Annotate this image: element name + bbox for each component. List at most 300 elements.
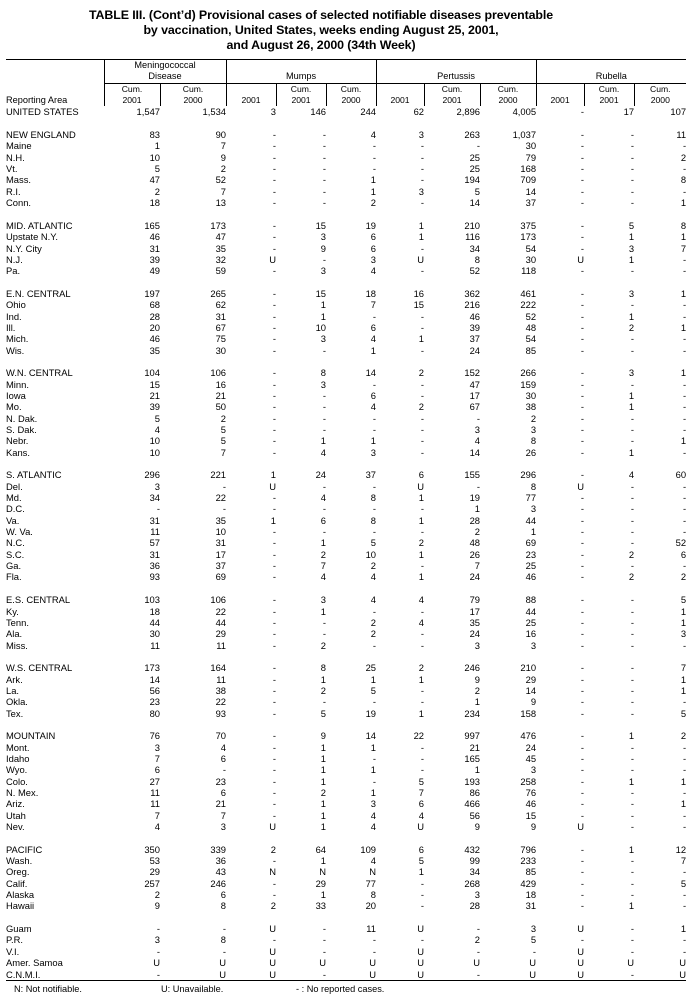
row-cell: 17 — [215, 548, 227, 560]
table-row — [6, 753, 686, 764]
table-row — [6, 469, 686, 480]
row-cell: 54 — [525, 333, 537, 345]
row-cell: 1 — [320, 809, 327, 821]
row-cell: 1 — [628, 730, 635, 742]
row-cell: 29 — [525, 673, 537, 685]
row-cell: 2 — [370, 560, 377, 572]
row-cell: - — [630, 752, 635, 764]
row-cell: 2 — [270, 900, 277, 912]
row-cell: 1 — [680, 435, 686, 447]
row-cell: 25 — [525, 560, 537, 572]
row-cell: 222 — [520, 299, 537, 311]
row-cell: - — [272, 503, 277, 515]
row-cell: 9 — [220, 151, 227, 163]
table-row — [6, 594, 686, 605]
row-cell: 1 — [370, 741, 377, 753]
row-cell: 997 — [464, 730, 481, 742]
table-row — [6, 889, 686, 900]
row-cell: 1 — [320, 775, 327, 787]
row-cell: - — [420, 321, 425, 333]
row-cell: 7 — [680, 855, 686, 867]
row-cell: 7 — [220, 185, 227, 197]
row-cell: 5 — [680, 594, 686, 606]
row-cell: - — [272, 798, 277, 810]
row-cell: 709 — [520, 174, 537, 186]
row-cell: 30 — [525, 140, 537, 152]
row-cell: - — [630, 821, 635, 833]
row-cell: 1 — [320, 821, 327, 833]
row-cell: - — [630, 526, 635, 538]
table-row — [6, 969, 686, 981]
row-cell: 52 — [675, 537, 686, 549]
row-cell: 19 — [365, 219, 377, 231]
row-cell: 1 — [320, 855, 327, 867]
row-cell: 1 — [320, 310, 327, 322]
table-row — [6, 186, 686, 197]
table-row — [6, 742, 686, 753]
row-cell: 7 — [154, 752, 160, 764]
row-cell: - — [580, 616, 585, 628]
row-cell: - — [630, 265, 635, 277]
row-cell: - — [682, 821, 686, 833]
row-cell: 35 — [215, 514, 227, 526]
row-cell: 46 — [469, 310, 481, 322]
row-cell: - — [272, 231, 277, 243]
row-cell: U — [417, 923, 425, 935]
table-row — [6, 481, 686, 492]
row-cell: U — [577, 945, 585, 957]
row-cell: - — [420, 605, 425, 617]
row-cell: U — [480, 969, 536, 981]
row-cell: - — [630, 945, 635, 957]
row-cell: - — [682, 389, 686, 401]
row-cell: 34 — [469, 242, 481, 254]
row-spacer — [6, 277, 686, 288]
row-area-label: Minn. — [6, 378, 29, 390]
row-cell: - — [630, 174, 635, 186]
row-cell: 1 — [628, 253, 635, 265]
row-cell: 7 — [418, 787, 425, 798]
table-row — [6, 503, 686, 514]
row-cell: - — [322, 480, 327, 492]
row-cell: 37 — [365, 469, 377, 481]
row-cell: - — [420, 741, 425, 753]
col-header-reporting-area: Reporting Area — [6, 95, 68, 106]
table-row — [6, 798, 686, 809]
row-cell: - — [580, 231, 585, 243]
row-cell: - — [682, 514, 686, 526]
row-area-label: Del. — [6, 480, 23, 492]
row-cell: 57 — [149, 537, 160, 549]
row-cell: - — [580, 401, 585, 413]
row-cell: - — [682, 185, 686, 197]
row-cell: 2 — [628, 321, 635, 333]
row-cell: 1 — [680, 616, 686, 628]
row-cell: 257 — [144, 877, 160, 889]
table-row — [6, 708, 686, 719]
table-row — [6, 640, 686, 651]
row-cell: 62 — [215, 299, 227, 311]
row-cell: - — [630, 129, 635, 141]
row-cell: - — [272, 151, 277, 163]
row-cell: 21 — [149, 389, 160, 401]
row-cell: - — [156, 503, 160, 515]
row-cell: - — [682, 140, 686, 152]
row-cell: 104 — [144, 367, 160, 379]
row-cell: 2 — [418, 537, 425, 549]
row-cell: - — [630, 424, 635, 435]
row-cell: - — [272, 344, 277, 356]
row-cell: - — [420, 877, 425, 889]
row-cell: 3 — [530, 923, 537, 935]
row-cell: 1 — [320, 299, 327, 311]
row-cell: 16 — [525, 628, 537, 640]
row-cell: - — [476, 140, 481, 152]
row-area-label: W.N. CENTRAL — [6, 367, 73, 379]
row-cell: 1 — [418, 866, 425, 878]
row-cell: - — [630, 537, 635, 549]
col-header-mumps-2001: 2001 — [226, 83, 276, 106]
row-cell: - — [476, 412, 481, 424]
row-cell: - — [222, 503, 227, 515]
row-cell: 31 — [149, 514, 160, 526]
row-cell: 4 — [370, 265, 377, 277]
row-area-label: N.J. — [6, 253, 23, 265]
row-cell: 6 — [220, 787, 227, 798]
row-cell: U — [319, 957, 327, 969]
row-cell: 210 — [464, 219, 481, 231]
row-area-label: Upstate N.Y. — [6, 231, 58, 243]
row-cell: 18 — [149, 197, 160, 209]
row-cell: - — [630, 560, 635, 572]
row-area-label: Conn. — [6, 197, 32, 209]
row-cell: - — [580, 900, 585, 912]
row-cell: - — [580, 492, 585, 504]
row-area-label: V.I. — [6, 945, 20, 957]
row-cell: 9 — [530, 821, 537, 833]
row-cell: - — [580, 526, 585, 538]
row-cell: U — [269, 253, 277, 265]
row-cell: 1 — [320, 435, 327, 447]
row-cell: - — [272, 321, 277, 333]
row-cell: 62 — [413, 106, 425, 118]
row-cell: U — [219, 957, 227, 969]
table-row — [6, 163, 686, 174]
row-cell: 86 — [469, 787, 481, 798]
row-cell: - — [580, 855, 585, 867]
row-cell: 5 — [474, 185, 481, 197]
row-cell: 7 — [220, 809, 227, 821]
row-cell: U — [417, 957, 425, 969]
row-cell: 3 — [418, 129, 425, 141]
row-cell: - — [272, 605, 277, 617]
row-cell: 197 — [144, 287, 160, 299]
row-cell: 2 — [474, 684, 481, 696]
row-cell: - — [580, 287, 585, 299]
row-cell: 2 — [370, 628, 377, 640]
row-spacer — [6, 208, 686, 219]
row-area-label: PACIFIC — [6, 843, 43, 855]
row-cell: 3 — [530, 764, 537, 776]
table-row — [6, 311, 686, 322]
row-cell: 1 — [628, 843, 635, 855]
row-cell: - — [272, 639, 277, 651]
row-cell: - — [682, 480, 686, 492]
row-cell: - — [420, 889, 425, 901]
row-cell: 13 — [215, 197, 227, 209]
row-cell: 2 — [320, 548, 327, 560]
row-cell: 5 — [370, 684, 377, 696]
row-cell: - — [580, 571, 585, 583]
row-cell: U — [577, 923, 585, 935]
row-cell: 24 — [315, 469, 327, 481]
row-cell: 25 — [469, 151, 481, 163]
row-cell: 5 — [370, 537, 377, 549]
row-cell: 3 — [154, 480, 160, 492]
row-area-label: Ala. — [6, 628, 23, 640]
row-cell: 1 — [418, 548, 425, 560]
row-cell: 31 — [215, 310, 227, 322]
row-cell: 33 — [315, 900, 327, 912]
row-cell: - — [630, 140, 635, 152]
row-cell: - — [272, 628, 277, 640]
row-cell: 52 — [469, 265, 481, 277]
row-spacer — [6, 458, 686, 469]
row-cell: 2 — [418, 367, 425, 379]
col-header-rubella-2001: 2001 — [536, 83, 584, 106]
row-area-label: Tenn. — [6, 616, 29, 628]
row-cell: - — [682, 378, 686, 390]
row-cell: 60 — [675, 469, 686, 481]
row-cell: 6 — [320, 514, 327, 526]
row-cell: 77 — [525, 492, 537, 504]
row-cell: - — [272, 775, 277, 787]
row-cell: 56 — [469, 809, 481, 821]
row-cell: U — [634, 969, 686, 981]
row-cell: 7 — [154, 809, 160, 821]
col-header-mening-cum-2001: Cum. 2001 — [104, 83, 160, 106]
table-row — [6, 549, 686, 560]
row-cell: - — [322, 185, 327, 197]
row-cell: 18 — [149, 605, 160, 617]
row-cell: 31 — [525, 900, 537, 912]
row-cell: - — [580, 174, 585, 186]
row-cell: 1 — [320, 752, 327, 764]
row-cell: - — [580, 129, 585, 141]
table-row — [6, 197, 686, 208]
table-row — [6, 571, 686, 582]
row-cell: - — [682, 900, 686, 912]
row-cell: - — [682, 344, 686, 356]
row-cell: 476 — [520, 730, 537, 742]
row-cell: 24 — [525, 741, 537, 753]
row-cell: 1 — [320, 537, 327, 549]
row-area-label: Ohio — [6, 299, 26, 311]
row-area-label: Fla. — [6, 571, 22, 583]
row-cell: - — [322, 945, 327, 957]
row-cell: - — [424, 969, 480, 981]
row-cell: 1 — [628, 446, 635, 458]
row-cell: 216 — [464, 299, 481, 311]
row-area-label: R.I. — [6, 185, 21, 197]
row-cell: 1 — [320, 741, 327, 753]
row-cell: - — [272, 367, 277, 379]
row-cell: - — [580, 185, 585, 197]
row-cell: - — [580, 219, 585, 231]
row-cell: 8 — [370, 514, 377, 526]
row-cell: 37 — [525, 197, 537, 209]
row-cell: 3 — [270, 106, 277, 118]
row-cell: 5 — [154, 412, 160, 424]
row-area-label: N.C. — [6, 537, 25, 549]
row-cell: - — [272, 446, 277, 458]
row-cell: 1,547 — [136, 106, 160, 118]
row-cell: 1 — [628, 900, 635, 912]
row-cell: 1 — [680, 923, 686, 935]
row-cell: 44 — [525, 605, 537, 617]
row-cell: - — [580, 866, 585, 878]
footnotes — [6, 984, 636, 998]
row-cell: - — [580, 639, 585, 651]
row-cell: U — [269, 821, 277, 833]
row-cell: - — [682, 752, 686, 764]
footnote-not-notifiable: N: Not notifiable. — [14, 983, 82, 994]
row-cell: 10 — [149, 151, 160, 163]
row-cell: - — [682, 412, 686, 424]
row-cell: 8 — [530, 480, 537, 492]
table-row — [6, 957, 686, 968]
row-cell: 3 — [370, 446, 377, 458]
row-cell: 8 — [320, 367, 327, 379]
row-cell: 10 — [215, 526, 227, 538]
table-header — [6, 60, 686, 107]
row-cell: 1 — [418, 707, 425, 719]
row-cell: 99 — [469, 855, 481, 867]
row-cell: 9 — [474, 821, 481, 833]
table-row — [6, 515, 686, 526]
group-label-line1: Mumps — [285, 71, 317, 82]
row-cell: - — [272, 299, 277, 311]
row-cell: - — [420, 764, 425, 776]
row-cell: - — [272, 537, 277, 549]
col-group-mumps — [226, 60, 376, 84]
row-cell: 266 — [520, 367, 537, 379]
row-area-label: D.C. — [6, 503, 25, 515]
row-cell: 5 — [220, 435, 227, 447]
row-cell: 1 — [370, 185, 377, 197]
row-cell: - — [322, 140, 327, 152]
row-cell: 7 — [370, 299, 377, 311]
row-cell: - — [272, 889, 277, 901]
row-cell: 10 — [315, 321, 327, 333]
row-area-label: Mont. — [6, 741, 30, 753]
row-area-label: Pa. — [6, 265, 21, 277]
row-cell: - — [420, 412, 425, 424]
table-row — [6, 878, 686, 889]
row-cell: - — [682, 945, 686, 957]
row-cell: U — [577, 480, 585, 492]
row-cell: 4 — [154, 821, 160, 833]
row-cell: - — [580, 560, 585, 572]
row-cell: - — [322, 151, 327, 163]
row-cell: 70 — [215, 730, 227, 742]
row-cell: - — [222, 480, 227, 492]
row-area-label: Mich. — [6, 333, 29, 345]
table-row — [6, 333, 686, 344]
row-cell: 4 — [220, 741, 227, 753]
row-cell: 15 — [525, 809, 537, 821]
row-cell: 1 — [628, 231, 635, 243]
row-cell: 5 — [418, 775, 425, 787]
row-cell: 35 — [149, 344, 160, 356]
table-row — [6, 288, 686, 299]
row-cell: 2 — [320, 684, 327, 696]
row-cell: 2 — [320, 639, 327, 651]
row-cell: 3 — [530, 639, 537, 651]
row-cell: 3 — [320, 333, 327, 345]
row-cell: - — [682, 310, 686, 322]
notifiable-diseases-table — [6, 59, 686, 981]
row-cell: 1 — [320, 673, 327, 685]
row-cell: 16 — [413, 287, 425, 299]
row-cell: 9 — [320, 242, 327, 254]
row-area-label: Hawaii — [6, 900, 35, 912]
row-cell: - — [580, 843, 585, 855]
row-cell: 88 — [525, 594, 537, 606]
row-cell: 83 — [149, 129, 160, 141]
table-row — [6, 299, 686, 310]
row-area-label: N.Y. City — [6, 242, 42, 254]
row-cell: 8 — [220, 900, 227, 912]
row-cell: - — [420, 934, 425, 946]
row-area-label: Ark. — [6, 673, 23, 685]
row-cell: 3 — [320, 378, 327, 390]
col-header-pertussis-cum-2000: Cum. 2000 — [480, 83, 536, 106]
row-cell: 25 — [365, 662, 377, 674]
row-cell: 107 — [670, 106, 686, 118]
row-cell: 1,037 — [512, 129, 537, 141]
col-header-mumps-cum-2000: Cum. 2000 — [326, 83, 376, 106]
row-cell: 15 — [149, 378, 160, 390]
row-cell: 796 — [520, 843, 537, 855]
row-cell: - — [682, 492, 686, 504]
row-cell: - — [682, 934, 686, 946]
row-area-label: Idaho — [6, 752, 30, 764]
row-cell: 6 — [154, 764, 160, 776]
row-cell: - — [580, 752, 585, 764]
row-cell: - — [420, 378, 425, 390]
row-cell: - — [272, 684, 277, 696]
row-cell: 1 — [418, 219, 425, 231]
row-cell: 9 — [320, 730, 327, 742]
page-title — [6, 0, 636, 53]
row-cell: 9 — [474, 673, 481, 685]
row-cell: - — [272, 140, 277, 152]
row-cell: 2 — [418, 662, 425, 674]
row-cell: - — [322, 412, 327, 424]
row-cell: 466 — [464, 798, 481, 810]
row-cell: 1 — [628, 775, 635, 787]
row-cell: - — [580, 673, 585, 685]
row-cell: 2 — [530, 412, 537, 424]
row-cell: - — [420, 389, 425, 401]
row-cell: 2 — [270, 843, 277, 855]
row-cell: 1 — [270, 514, 277, 526]
row-cell: - — [420, 265, 425, 277]
row-area-label: Oreg. — [6, 866, 30, 878]
row-cell: 18 — [525, 889, 537, 901]
row-cell: 30 — [149, 628, 160, 640]
